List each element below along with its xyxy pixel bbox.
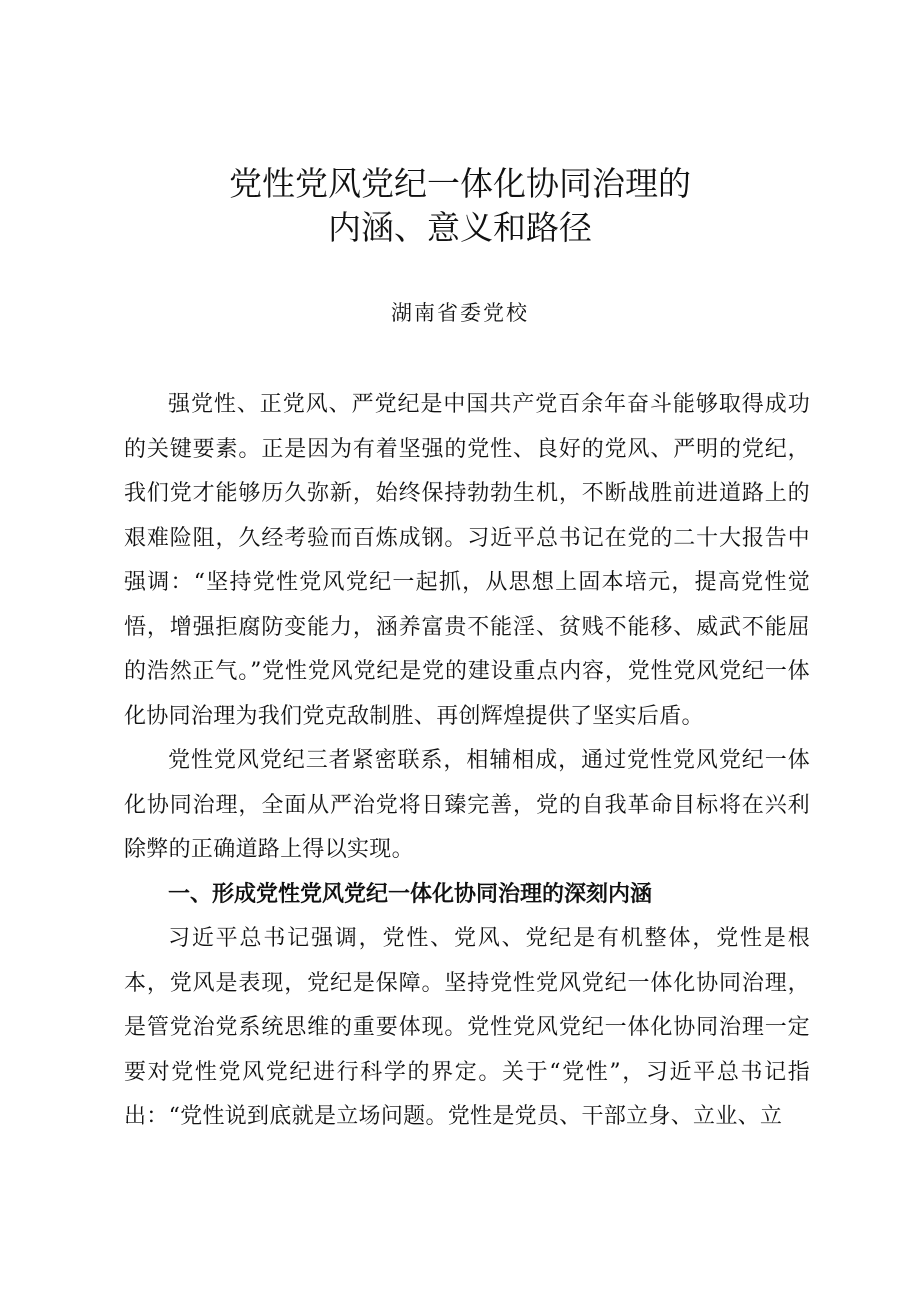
section-paragraph: 习近平总书记强调，党性、党风、党纪是有机整体，党性是根本，党风是表现，党纪是保障。坚持党性党风党纪一体化协同治理，是管党治党系统思维的重要体现。党性党风党纪一体化协同治理一定要对党性党风党纪进行科学的界定。关于“党性”，习近平总书记指出：“党性说到底就是立场问题。党性是党员、干部立身、立业、立	[124, 926, 810, 1129]
author-institution: 湖南省委党校	[391, 301, 529, 325]
section-heading: 一、形成党性党风党纪一体化协同治理的深刻内涵	[168, 881, 653, 907]
body-paragraph-2: 党性党风党纪三者紧密联系，相辅相成，通过党性党风党纪一体化协同治理，全面从严治党将日臻完善，党的自我革命目标将在兴利除弊的正确道路上得以实现。	[124, 748, 810, 862]
document-body	[124, 383, 810, 1140]
body-paragraph-1: 强党性、正党风、严党纪是中国共产党百余年奋斗能够取得成功的关键要素。正是因为有着坚强的党性、良好的党风、严明的党纪，我们党才能够历久弥新，始终保持勃勃生机，不断战胜前进道路上的艰难险阻，久经考验而百炼成钢。习近平总书记在党的二十大报告中强调：“坚持党性党风党纪一起抓，从思想上固本培元，提高党性觉悟，增强拒腐防变能力，涵养富贵不能淫、贫贱不能移、威武不能屈的浩然正气。”党性党风党纪是党的建设重点内容，党性党风党纪一体化协同治理为我们党克敌制胜、再创辉煌提供了坚实后盾。	[124, 392, 810, 729]
document-title-line-2: 内涵、意义和路径	[328, 208, 592, 247]
document-title-line-1: 党性党风党纪一体化协同治理的	[229, 164, 691, 203]
